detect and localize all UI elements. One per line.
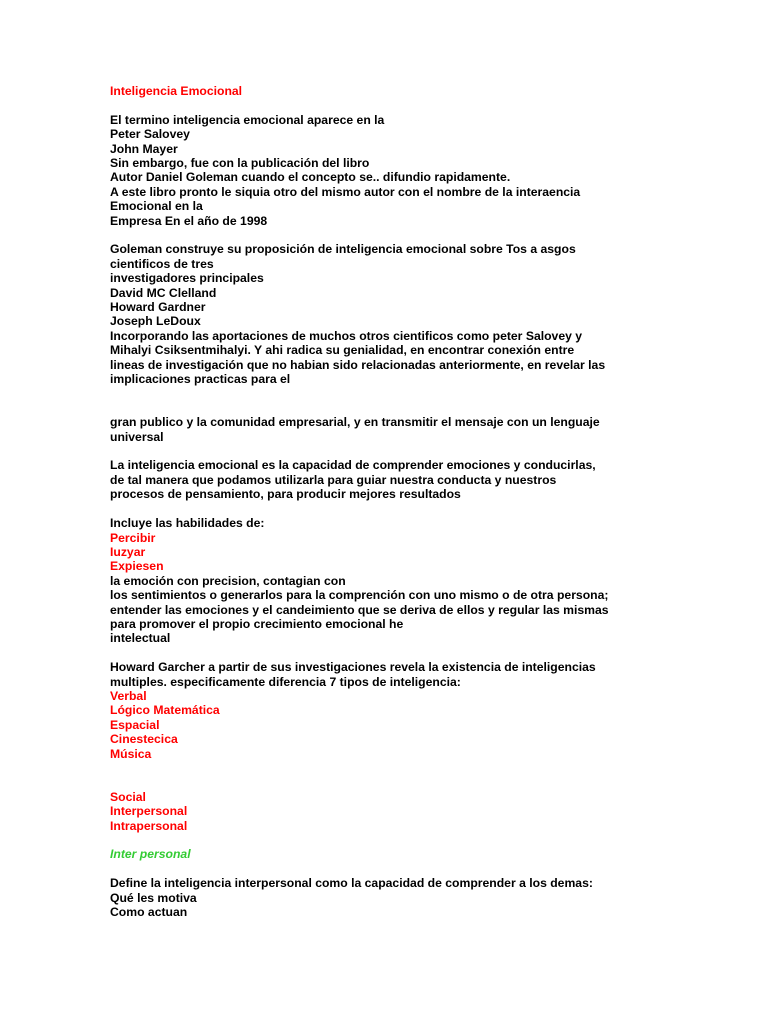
paragraph-origin bbox=[110, 113, 710, 228]
spacer bbox=[110, 833, 710, 847]
text-line: Sin embargo, fue con la publicación del libro bbox=[110, 156, 370, 171]
text-line: procesos de pensamiento, para producir mejores resultados bbox=[110, 487, 461, 502]
spacer bbox=[110, 387, 710, 401]
text-line: Incluye las habilidades de: bbox=[110, 516, 265, 531]
spacer bbox=[110, 444, 710, 458]
intelligence-type-item: Lógico Matemática bbox=[110, 703, 220, 718]
text-line: El termino inteligencia emocional aparece en la bbox=[110, 112, 385, 127]
text-line: Qué les motiva bbox=[110, 890, 197, 905]
spacer bbox=[110, 401, 710, 415]
spacer bbox=[110, 502, 710, 516]
text-line: Define la inteligencia interpersonal como la capacidad de comprender a los demas: bbox=[110, 876, 593, 891]
intelligence-type-item: Espacial bbox=[110, 717, 160, 732]
skill-item: Expiesen bbox=[110, 559, 164, 574]
text-line: gran publico y la comunidad empresarial, y en transmitir el mensaje con un lenguaje bbox=[110, 415, 600, 430]
text-line: Como actuan bbox=[110, 904, 188, 919]
intelligence-type-item: Intrapersonal bbox=[110, 818, 188, 833]
spacer bbox=[110, 228, 710, 242]
text-line: para promover el propio crecimiento emocional he bbox=[110, 616, 404, 631]
text-line: Autor Daniel Goleman cuando el concepto se.. difundio rapidamente. bbox=[110, 170, 511, 185]
paragraph-intelligence-types bbox=[110, 660, 710, 761]
text-line: Howard Garcher a partir de sus investigaciones revela la existencia de inteligencias bbox=[110, 660, 596, 675]
document-title: Inteligencia Emocional bbox=[110, 84, 243, 98]
paragraph-interpersonal bbox=[110, 876, 710, 919]
spacer bbox=[110, 761, 710, 775]
text-line: Joseph LeDoux bbox=[110, 314, 201, 329]
text-line: entender las emociones y el candeimiento que se deriva de ellos y regular las mismas bbox=[110, 602, 609, 617]
spacer bbox=[110, 98, 710, 112]
text-line: Emocional en la bbox=[110, 199, 203, 214]
text-line: lineas de investigación que no habian sido relacionadas anteriormente, en revelar las bbox=[110, 357, 606, 372]
text-line: intelectual bbox=[110, 631, 171, 646]
text-line: los sentimientos o generarlos para la comprención con uno mismo o de otra persona; bbox=[110, 588, 609, 603]
text-line: David MC Clelland bbox=[110, 285, 217, 300]
document-body bbox=[110, 84, 710, 919]
text-line: la emoción con precision, contagian con bbox=[110, 573, 346, 588]
text-line: multiples. especificamente diferencia 7 tipos de inteligencia: bbox=[110, 674, 461, 689]
text-line: A este libro pronto le siquia otro del mismo autor con el nombre de la interaencia bbox=[110, 184, 581, 199]
text-line: La inteligencia emocional es la capacidad de comprender emociones y conducirlas, bbox=[110, 458, 596, 473]
spacer bbox=[110, 862, 710, 876]
text-line: investigadores principales bbox=[110, 271, 264, 286]
paragraph-goleman bbox=[110, 242, 710, 386]
text-line: Howard Gardner bbox=[110, 300, 206, 315]
text-line: universal bbox=[110, 429, 164, 444]
spacer bbox=[110, 646, 710, 660]
text-line: Mihalyi Csiksentmihalyi. Y ahi radica su genialidad, en encontrar conexión entre bbox=[110, 343, 575, 358]
intelligence-type-item: Música bbox=[110, 746, 152, 761]
text-line: de tal manera que podamos utilizarla para guiar nuestra conducta y nuestros bbox=[110, 472, 557, 487]
intelligence-types-extra bbox=[110, 790, 710, 833]
intelligence-type-item: Interpersonal bbox=[110, 804, 188, 819]
spacer bbox=[110, 775, 710, 789]
text-line: John Mayer bbox=[110, 141, 178, 156]
text-line: Peter Salovey bbox=[110, 127, 190, 142]
paragraph-public bbox=[110, 415, 710, 444]
paragraph-skills bbox=[110, 516, 710, 646]
intelligence-type-item: Social bbox=[110, 789, 146, 804]
text-line: Goleman construye su proposición de inteligencia emocional sobre Tos a asgos bbox=[110, 242, 576, 257]
text-line: cientificos de tres bbox=[110, 256, 214, 271]
intelligence-type-item: Cinestecica bbox=[110, 732, 178, 747]
skill-item: Iuzyar bbox=[110, 544, 146, 559]
skill-item: Percibir bbox=[110, 530, 156, 545]
paragraph-definition bbox=[110, 458, 710, 501]
text-line: implicaciones practicas para el bbox=[110, 372, 291, 387]
intelligence-type-item: Verbal bbox=[110, 688, 147, 703]
section-subheading: Inter personal bbox=[110, 847, 191, 862]
text-line: Incorporando las aportaciones de muchos otros cientificos como peter Salovey y bbox=[110, 328, 583, 343]
text-line: Empresa En el año de 1998 bbox=[110, 213, 268, 228]
